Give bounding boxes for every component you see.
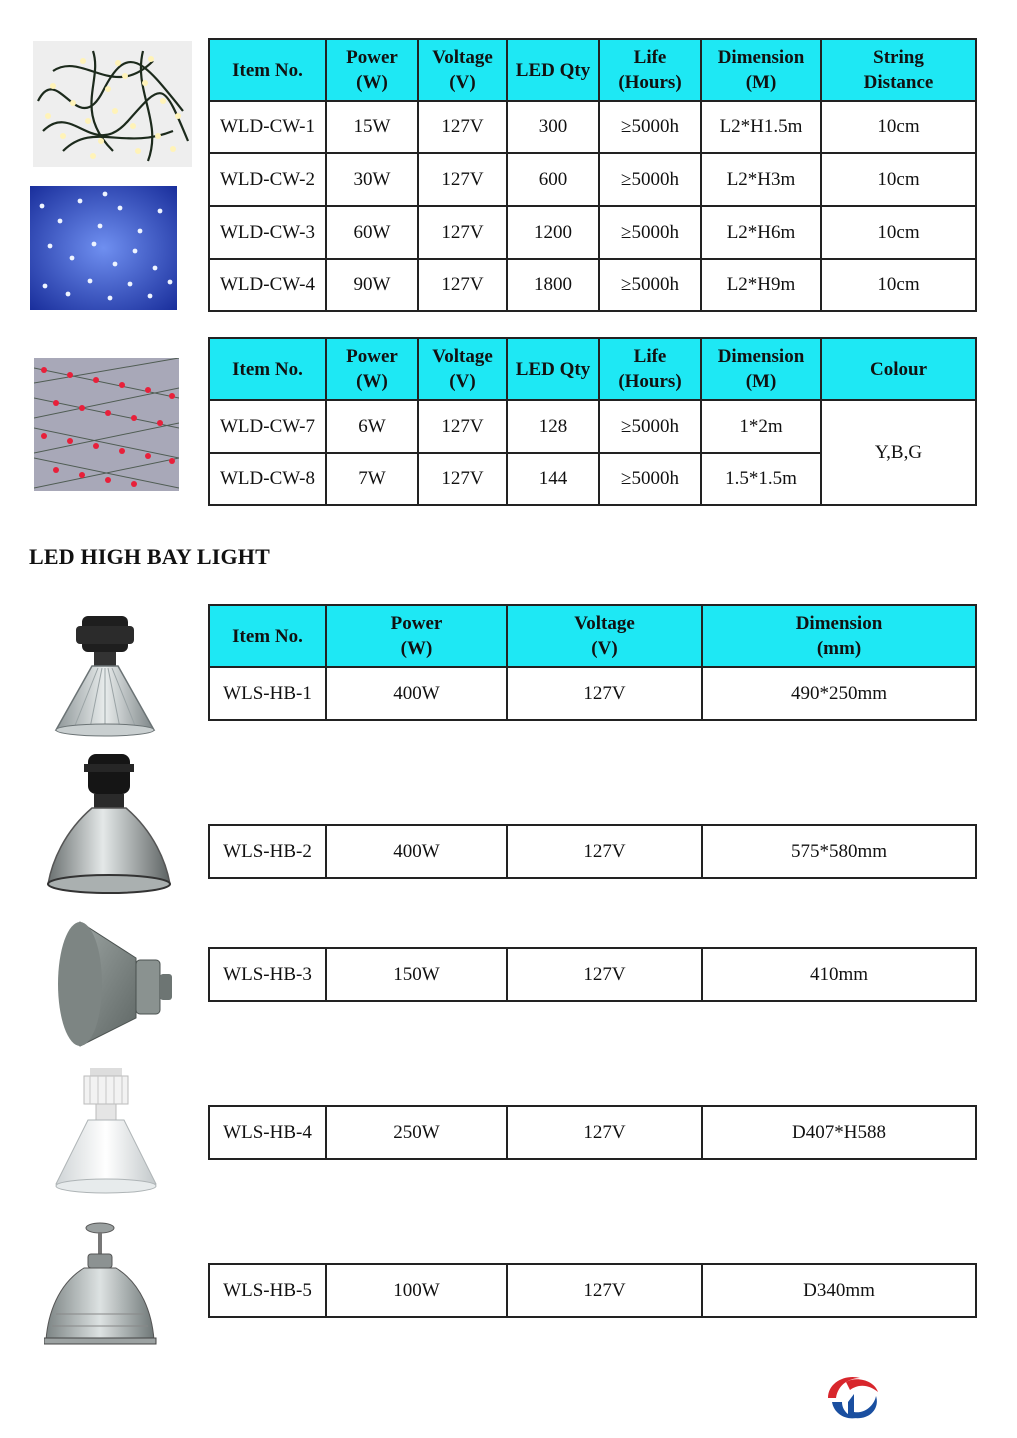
cell-item-no: WLS-HB-3 [209, 948, 326, 1001]
table-row [209, 825, 976, 878]
cell-voltage: 127V [507, 1264, 702, 1317]
cell-dimension: L2*H6m [701, 206, 821, 259]
cell-power: 400W [326, 667, 507, 720]
col-header-colour: Colour [821, 338, 976, 400]
net-light-spec-table [208, 337, 977, 506]
table-row [209, 400, 976, 453]
cell-colour: Y,B,G [821, 400, 976, 505]
cell-power: 6W [326, 400, 418, 453]
cell-life: ≥5000h [599, 400, 701, 453]
cell-life: ≥5000h [599, 259, 701, 311]
cell-item-no: WLD-CW-3 [209, 206, 326, 259]
net-header-row [209, 338, 976, 400]
col-header-power: Power (W) [326, 605, 507, 667]
col-header-item-no: Item No. [209, 338, 326, 400]
col-header-voltage: Voltage (V) [418, 338, 507, 400]
cell-voltage: 127V [418, 153, 507, 206]
highbay-spec-table [208, 604, 977, 721]
high-bay-lamp-3-photo [50, 918, 176, 1050]
col-header-string-distance: String Distance [821, 39, 976, 101]
col-header-voltage: Voltage (V) [418, 39, 507, 101]
cell-led-qty: 144 [507, 453, 599, 505]
cell-life: ≥5000h [599, 206, 701, 259]
curtain-light-warm-photo [33, 41, 192, 167]
cell-item-no: WLD-CW-2 [209, 153, 326, 206]
cell-dimension: 575*580mm [702, 825, 976, 878]
cell-power: 400W [326, 825, 507, 878]
highbay-row-table [208, 1105, 977, 1160]
cell-dimension: D340mm [702, 1264, 976, 1317]
cell-life: ≥5000h [599, 453, 701, 505]
cell-power: 7W [326, 453, 418, 505]
table-row [209, 1106, 976, 1159]
cell-dimension: 410mm [702, 948, 976, 1001]
cell-power: 15W [326, 101, 418, 153]
cell-life: ≥5000h [599, 101, 701, 153]
high-bay-lamp-4-photo [52, 1066, 160, 1196]
curtain-light-spec-table [208, 38, 977, 312]
cell-voltage: 127V [507, 667, 702, 720]
cell-power: 30W [326, 153, 418, 206]
cell-voltage: 127V [418, 259, 507, 311]
table-row [209, 101, 976, 153]
cell-item-no: WLS-HB-2 [209, 825, 326, 878]
col-header-power: Power (W) [326, 39, 418, 101]
curtain-header-row [209, 39, 976, 101]
table-row [209, 1264, 976, 1317]
cell-dimension: L2*H9m [701, 259, 821, 311]
cell-led-qty: 128 [507, 400, 599, 453]
cell-dimension: L2*H3m [701, 153, 821, 206]
col-header-dimension: Dimension (mm) [702, 605, 976, 667]
col-header-led-qty: LED Qty [507, 338, 599, 400]
cell-led-qty: 1800 [507, 259, 599, 311]
cell-item-no: WLS-HB-4 [209, 1106, 326, 1159]
cell-power: 60W [326, 206, 418, 259]
col-header-dimension: Dimension (M) [701, 338, 821, 400]
high-bay-lamp-2-photo [44, 752, 174, 897]
cell-item-no: WLD-CW-4 [209, 259, 326, 311]
cell-dimension: 1.5*1.5m [701, 453, 821, 505]
table-row [209, 206, 976, 259]
table-row [209, 667, 976, 720]
col-header-life: Life (Hours) [599, 338, 701, 400]
section-title-high-bay: LED HIGH BAY LIGHT [29, 544, 270, 569]
cell-dimension: 1*2m [701, 400, 821, 453]
cell-dimension: 490*250mm [702, 667, 976, 720]
cell-voltage: 127V [507, 948, 702, 1001]
cell-item-no: WLS-HB-5 [209, 1264, 326, 1317]
cell-string-distance: 10cm [821, 101, 976, 153]
col-header-voltage: Voltage (V) [507, 605, 702, 667]
highbay-row-table [208, 824, 977, 879]
cell-item-no: WLS-HB-1 [209, 667, 326, 720]
curtain-light-blue-photo [30, 186, 177, 310]
cell-voltage: 127V [418, 453, 507, 505]
cell-dimension: D407*H588 [702, 1106, 976, 1159]
company-logo [824, 1372, 882, 1422]
cell-item-no: WLD-CW-7 [209, 400, 326, 453]
col-header-led-qty: LED Qty [507, 39, 599, 101]
cell-led-qty: 300 [507, 101, 599, 153]
cell-string-distance: 10cm [821, 206, 976, 259]
net-light-red-photo [34, 358, 179, 491]
cell-voltage: 127V [418, 206, 507, 259]
cell-led-qty: 1200 [507, 206, 599, 259]
table-row [209, 259, 976, 311]
cell-power: 250W [326, 1106, 507, 1159]
col-header-item-no: Item No. [209, 39, 326, 101]
highbay-header-row [209, 605, 976, 667]
cell-power: 90W [326, 259, 418, 311]
cell-power: 150W [326, 948, 507, 1001]
col-header-dimension: Dimension (M) [701, 39, 821, 101]
col-header-power: Power (W) [326, 338, 418, 400]
cell-dimension: L2*H1.5m [701, 101, 821, 153]
col-header-life: Life (Hours) [599, 39, 701, 101]
cell-string-distance: 10cm [821, 153, 976, 206]
table-row [209, 153, 976, 206]
highbay-row-table [208, 1263, 977, 1318]
cell-voltage: 127V [418, 400, 507, 453]
cell-voltage: 127V [507, 825, 702, 878]
cell-voltage: 127V [418, 101, 507, 153]
cell-item-no: WLD-CW-1 [209, 101, 326, 153]
cell-voltage: 127V [507, 1106, 702, 1159]
cell-string-distance: 10cm [821, 259, 976, 311]
cell-life: ≥5000h [599, 153, 701, 206]
high-bay-lamp-1-photo [50, 612, 160, 740]
cell-item-no: WLD-CW-8 [209, 453, 326, 505]
cell-led-qty: 600 [507, 153, 599, 206]
col-header-item-no: Item No. [209, 605, 326, 667]
table-row [209, 948, 976, 1001]
cell-power: 100W [326, 1264, 507, 1317]
high-bay-lamp-5-photo [44, 1222, 160, 1352]
highbay-row-table [208, 947, 977, 1002]
